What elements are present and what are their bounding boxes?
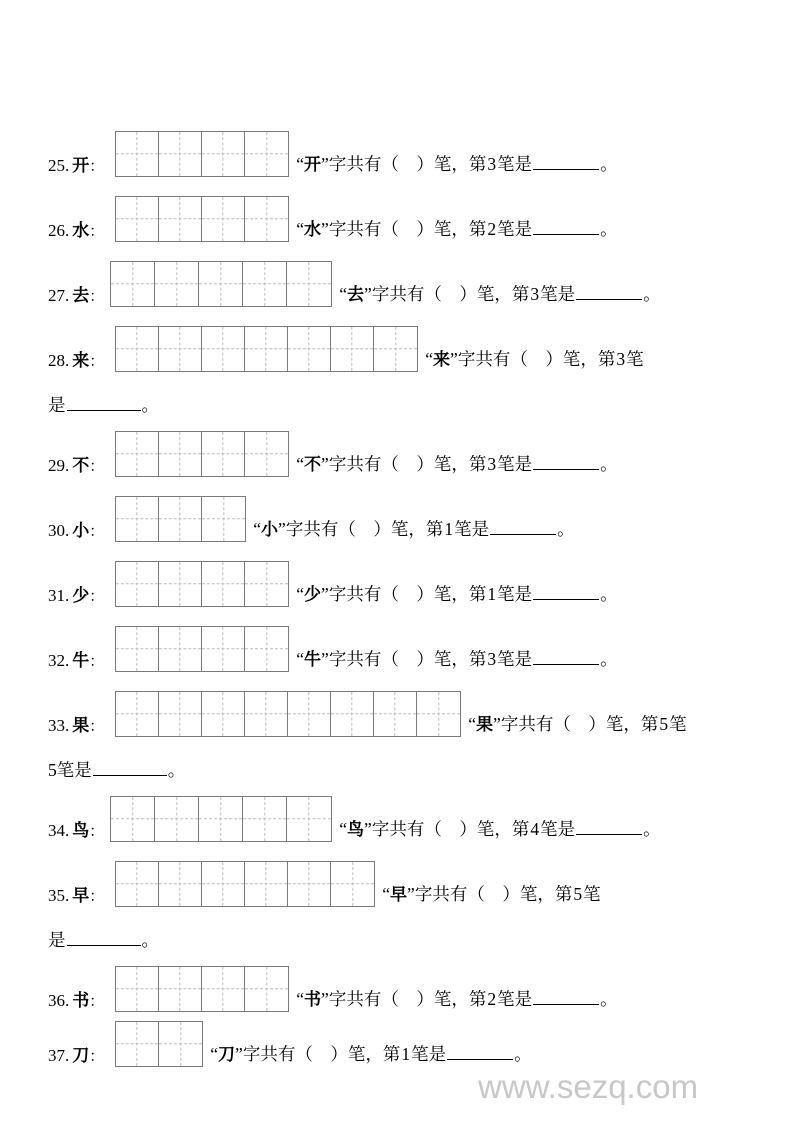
- writing-grid-cell[interactable]: [374, 327, 417, 371]
- bi-word: 笔: [626, 349, 644, 369]
- writing-grid-cell[interactable]: [159, 967, 202, 1011]
- writing-grid-cell[interactable]: [111, 797, 155, 841]
- exercise-row: [48, 131, 778, 177]
- exercise-row-line1: [48, 1021, 778, 1067]
- exercise-colon: ：: [89, 587, 105, 605]
- writing-grid-cell[interactable]: [202, 562, 245, 606]
- writing-grid-cell[interactable]: [245, 967, 288, 1011]
- open-quote: “: [425, 349, 434, 369]
- writing-grid-cell[interactable]: [417, 692, 460, 736]
- stroke-index: 1: [444, 519, 454, 539]
- exercise-character: 刀: [72, 1046, 90, 1066]
- exercise-row: [48, 1021, 778, 1067]
- site-watermark: www.sezq.com: [478, 1068, 699, 1105]
- shi-word: 是: [48, 930, 66, 951]
- open-quote: “: [253, 519, 262, 539]
- stroke-count-phrase: 字共有（ ）笔，第: [371, 819, 530, 839]
- question-sentence: [339, 818, 660, 842]
- exercise-row: [48, 796, 778, 842]
- exercise-colon: ：: [89, 457, 105, 475]
- exercise-character: 牛: [72, 651, 90, 671]
- stroke-index: 3: [616, 349, 626, 369]
- writing-grid-cell[interactable]: [199, 797, 243, 841]
- writing-grid-cell[interactable]: [116, 197, 159, 241]
- period-mark: 。: [167, 760, 186, 781]
- exercise-row-line1: [48, 561, 778, 607]
- writing-grid-cell[interactable]: [245, 692, 288, 736]
- period-mark: 。: [514, 1044, 532, 1064]
- exercise-label: [48, 222, 104, 242]
- exercise-colon: ：: [89, 522, 105, 540]
- stroke-index: 5: [573, 884, 583, 904]
- shi-word: 是: [48, 395, 66, 416]
- writing-grid[interactable]: [115, 431, 289, 477]
- exercise-number: 33.: [48, 716, 70, 735]
- target-character: 少: [304, 585, 322, 605]
- writing-grid-cell[interactable]: [245, 862, 288, 906]
- writing-grid-cell[interactable]: [116, 1022, 159, 1066]
- stroke-count-phrase: 字共有（ ）笔，第: [328, 649, 487, 669]
- stroke-count-phrase: 字共有（ ）笔，第: [242, 1044, 401, 1064]
- exercise-row-line1: [48, 861, 778, 907]
- stroke-index: 3: [487, 454, 497, 474]
- writing-grid[interactable]: [110, 261, 332, 307]
- question-sentence: [296, 583, 617, 607]
- open-quote: “: [296, 454, 305, 474]
- shi-word: 是: [74, 760, 92, 781]
- writing-grid[interactable]: [115, 561, 289, 607]
- period-mark: 。: [141, 395, 159, 416]
- period-mark: 。: [600, 584, 618, 604]
- exercise-colon: ：: [89, 887, 105, 905]
- period-mark: 。: [600, 219, 618, 239]
- stroke-index: 5: [659, 714, 669, 734]
- writing-grid-cell[interactable]: [159, 497, 202, 541]
- close-quote: ”: [235, 1044, 243, 1064]
- writing-grid-cell[interactable]: [245, 562, 288, 606]
- answer-blank[interactable]: [93, 759, 167, 776]
- writing-grid-cell[interactable]: [159, 1022, 202, 1066]
- close-quote: ”: [321, 219, 329, 239]
- period-mark: 。: [643, 284, 661, 304]
- period-mark: 。: [141, 930, 159, 951]
- exercise-number: 25.: [48, 156, 70, 175]
- stroke-index: 3: [487, 649, 497, 669]
- open-quote: “: [339, 284, 348, 304]
- target-character: 来: [433, 350, 451, 370]
- open-quote: “: [382, 884, 391, 904]
- writing-grid[interactable]: [115, 131, 289, 177]
- question-sentence: [296, 153, 617, 177]
- writing-grid-cell[interactable]: [159, 562, 202, 606]
- writing-grid-cell[interactable]: [245, 327, 288, 371]
- exercise-number: 28.: [48, 351, 70, 370]
- writing-grid-cell[interactable]: [159, 432, 202, 476]
- stroke-index: 3: [530, 284, 540, 304]
- exercise-number: 31.: [48, 586, 70, 605]
- writing-grid-cell[interactable]: [202, 327, 245, 371]
- writing-grid-cell[interactable]: [243, 262, 287, 306]
- question-sentence: [296, 988, 617, 1012]
- exercise-label: [48, 287, 104, 307]
- bi-shi-phrase: 笔是: [497, 154, 533, 174]
- exercise-label: [48, 1047, 104, 1067]
- exercise-row: [48, 561, 778, 607]
- answer-blank[interactable]: [576, 283, 642, 300]
- writing-grid-cell[interactable]: [374, 692, 417, 736]
- writing-grid[interactable]: [115, 626, 289, 672]
- exercise-row-line1: [48, 326, 778, 372]
- writing-grid-cell[interactable]: [202, 627, 245, 671]
- question-sentence: [210, 1043, 531, 1067]
- period-mark: 。: [557, 519, 575, 539]
- writing-grid[interactable]: [115, 196, 289, 242]
- close-quote: ”: [364, 819, 372, 839]
- close-quote: ”: [493, 714, 501, 734]
- question-sentence: [296, 453, 617, 477]
- writing-grid[interactable]: [115, 326, 418, 372]
- exercise-number: 26.: [48, 221, 70, 240]
- stroke-count-phrase: 字共有（ ）笔，第: [328, 584, 487, 604]
- bi-shi-phrase: 笔是: [497, 219, 533, 239]
- exercise-label: [48, 652, 104, 672]
- period-mark: 。: [600, 989, 618, 1009]
- target-character: 书: [304, 990, 322, 1010]
- writing-grid[interactable]: [110, 796, 332, 842]
- bi-shi-phrase: 笔是: [497, 989, 533, 1009]
- exercise-character: 来: [72, 351, 90, 371]
- exercise-character: 果: [72, 716, 90, 736]
- answer-blank[interactable]: [490, 518, 556, 535]
- exercise-row: [48, 966, 778, 1012]
- writing-grid-cell[interactable]: [287, 262, 331, 306]
- writing-grid[interactable]: [115, 966, 289, 1012]
- question-sentence-wrap: [48, 929, 778, 950]
- stroke-count-phrase: 字共有（ ）笔，第: [285, 519, 444, 539]
- writing-grid-cell[interactable]: [116, 497, 159, 541]
- writing-grid-cell[interactable]: [116, 862, 159, 906]
- target-character: 鸟: [347, 820, 365, 840]
- exercise-row-line1: [48, 431, 778, 477]
- stroke-index: 4: [530, 819, 540, 839]
- question-sentence: [382, 886, 600, 907]
- question-sentence: [425, 351, 643, 372]
- exercise-label: [48, 522, 104, 542]
- exercise-row: [48, 196, 778, 242]
- open-quote: “: [296, 154, 305, 174]
- open-quote: “: [468, 714, 477, 734]
- writing-grid-cell[interactable]: [202, 967, 245, 1011]
- question-sentence-wrap: [48, 394, 778, 415]
- exercise-number: 37.: [48, 1046, 70, 1065]
- writing-grid-cell[interactable]: [202, 497, 245, 541]
- exercise-character: 小: [72, 521, 90, 541]
- close-quote: ”: [321, 584, 329, 604]
- period-mark: 。: [600, 154, 618, 174]
- period-mark: 。: [600, 454, 618, 474]
- answer-blank[interactable]: [447, 1043, 513, 1060]
- stroke-count-phrase: 字共有（ ）笔，第: [328, 989, 487, 1009]
- question-sentence: [339, 283, 660, 307]
- stroke-index: 3: [487, 154, 497, 174]
- writing-grid-cell[interactable]: [288, 327, 331, 371]
- question-sentence: [296, 218, 617, 242]
- target-character: 不: [304, 455, 322, 475]
- exercise-character: 水: [72, 221, 90, 241]
- answer-blank[interactable]: [67, 929, 141, 946]
- bi-shi-phrase: 笔是: [540, 284, 576, 304]
- writing-grid-cell[interactable]: [288, 862, 331, 906]
- exercise-character: 早: [72, 886, 90, 906]
- exercise-label: [48, 352, 104, 372]
- answer-blank[interactable]: [576, 818, 642, 835]
- exercise-row: [48, 861, 778, 950]
- open-quote: “: [210, 1044, 219, 1064]
- answer-blank[interactable]: [533, 453, 599, 470]
- writing-grid-cell[interactable]: [202, 692, 245, 736]
- close-quote: ”: [364, 284, 372, 304]
- writing-grid-cell[interactable]: [155, 262, 199, 306]
- writing-grid-cell[interactable]: [331, 862, 374, 906]
- exercise-colon: ：: [89, 157, 105, 175]
- writing-grid-cell[interactable]: [159, 197, 202, 241]
- stroke-count-phrase: 字共有（ ）笔，第: [328, 454, 487, 474]
- open-quote: “: [296, 219, 305, 239]
- close-quote: ”: [321, 454, 329, 474]
- question-sentence: [253, 518, 574, 542]
- exercise-row: [48, 261, 778, 307]
- writing-grid-cell[interactable]: [159, 327, 202, 371]
- writing-grid-cell[interactable]: [287, 797, 331, 841]
- answer-blank[interactable]: [533, 583, 599, 600]
- writing-grid-cell[interactable]: [245, 432, 288, 476]
- bi-word-wrap: 笔: [56, 760, 75, 781]
- exercise-number: 35.: [48, 886, 70, 905]
- open-quote: “: [296, 649, 305, 669]
- exercise-row-line1: [48, 196, 778, 242]
- target-character: 刀: [218, 1045, 236, 1065]
- question-sentence: [296, 648, 617, 672]
- open-quote: “: [296, 584, 305, 604]
- answer-blank[interactable]: [67, 394, 141, 411]
- exercise-character: 开: [72, 156, 90, 176]
- exercise-row-line1: [48, 131, 778, 177]
- writing-grid-cell[interactable]: [159, 692, 202, 736]
- exercise-number: 29.: [48, 456, 70, 475]
- period-mark: 。: [643, 819, 661, 839]
- exercise-row-line1: [48, 691, 778, 737]
- exercise-character: 鸟: [72, 821, 90, 841]
- period-mark: 。: [600, 649, 618, 669]
- target-character: 水: [304, 220, 322, 240]
- bi-shi-phrase: 笔是: [454, 519, 490, 539]
- bi-shi-phrase: 笔是: [497, 649, 533, 669]
- exercise-character: 去: [72, 286, 90, 306]
- answer-blank[interactable]: [533, 153, 599, 170]
- writing-grid-cell[interactable]: [159, 862, 202, 906]
- exercise-label: [48, 992, 104, 1012]
- close-quote: ”: [321, 649, 329, 669]
- stroke-count-phrase: 字共有（ ）笔，第: [328, 219, 487, 239]
- exercise-colon: ：: [89, 1047, 105, 1065]
- stroke-index: 2: [487, 989, 497, 1009]
- close-quote: ”: [450, 349, 458, 369]
- writing-grid-cell[interactable]: [116, 627, 159, 671]
- target-character: 去: [347, 285, 365, 305]
- exercise-colon: ：: [89, 222, 105, 240]
- exercise-colon: ：: [89, 352, 105, 370]
- answer-blank[interactable]: [533, 218, 599, 235]
- exercise-colon: ：: [89, 287, 105, 305]
- exercise-row: [48, 326, 778, 415]
- bi-shi-phrase: 笔是: [497, 454, 533, 474]
- writing-grid-cell[interactable]: [245, 132, 288, 176]
- writing-grid[interactable]: [115, 496, 246, 542]
- stroke-index: 2: [487, 219, 497, 239]
- exercise-colon: ：: [89, 992, 105, 1010]
- writing-grid[interactable]: [115, 861, 375, 907]
- open-quote: “: [296, 989, 305, 1009]
- stroke-count-phrase: 字共有（ ）笔，第: [500, 714, 659, 734]
- writing-grid-cell[interactable]: [159, 132, 202, 176]
- writing-grid-cell[interactable]: [116, 692, 159, 736]
- target-character: 果: [476, 715, 494, 735]
- writing-grid-cell[interactable]: [159, 627, 202, 671]
- exercise-number: 36.: [48, 991, 70, 1010]
- writing-grid-cell[interactable]: [331, 327, 374, 371]
- close-quote: ”: [407, 884, 415, 904]
- writing-grid-cell[interactable]: [116, 967, 159, 1011]
- bi-shi-phrase: 笔是: [497, 584, 533, 604]
- writing-grid-cell[interactable]: [202, 132, 245, 176]
- exercise-label: [48, 822, 104, 842]
- stroke-index: 1: [487, 584, 497, 604]
- writing-grid-cell[interactable]: [243, 797, 287, 841]
- exercise-label: [48, 457, 104, 477]
- target-character: 小: [261, 520, 279, 540]
- stroke-count-phrase: 字共有（ ）笔，第: [328, 154, 487, 174]
- exercise-row-line1: [48, 966, 778, 1012]
- bi-word: 笔: [583, 884, 601, 904]
- exercise-label: [48, 887, 104, 907]
- exercise-number: 30.: [48, 521, 70, 540]
- exercise-label: [48, 157, 104, 177]
- stroke-count-phrase: 字共有（ ）笔，第: [457, 349, 616, 369]
- exercise-row: [48, 626, 778, 672]
- exercise-character: 书: [72, 991, 90, 1011]
- stroke-index-wrap: 5: [48, 760, 57, 781]
- writing-grid-cell[interactable]: [116, 562, 159, 606]
- bi-shi-phrase: 笔是: [540, 819, 576, 839]
- exercise-row: [48, 431, 778, 477]
- target-character: 早: [390, 885, 408, 905]
- exercise-row-line1: [48, 796, 778, 842]
- writing-grid[interactable]: [115, 691, 461, 737]
- stroke-count-phrase: 字共有（ ）笔，第: [371, 284, 530, 304]
- exercise-number: 27.: [48, 286, 70, 305]
- writing-grid-cell[interactable]: [111, 262, 155, 306]
- exercise-number: 32.: [48, 651, 70, 670]
- answer-blank[interactable]: [533, 648, 599, 665]
- close-quote: ”: [278, 519, 286, 539]
- exercise-row-line1: [48, 496, 778, 542]
- writing-grid-cell[interactable]: [155, 797, 199, 841]
- writing-grid-cell[interactable]: [202, 862, 245, 906]
- bi-shi-phrase: 笔是: [411, 1044, 447, 1064]
- exercise-number: 34.: [48, 821, 70, 840]
- answer-blank[interactable]: [533, 988, 599, 1005]
- target-character: 牛: [304, 650, 322, 670]
- close-quote: ”: [321, 989, 329, 1009]
- close-quote: ”: [321, 154, 329, 174]
- writing-grid-cell[interactable]: [331, 692, 374, 736]
- stroke-count-phrase: 字共有（ ）笔，第: [414, 884, 573, 904]
- bi-word: 笔: [669, 714, 687, 734]
- exercise-label: [48, 717, 104, 737]
- writing-grid[interactable]: [115, 1021, 203, 1067]
- writing-grid-cell[interactable]: [245, 197, 288, 241]
- stroke-index: 1: [401, 1044, 411, 1064]
- writing-grid-cell[interactable]: [245, 627, 288, 671]
- writing-grid-cell[interactable]: [116, 327, 159, 371]
- exercise-colon: ：: [89, 717, 105, 735]
- exercise-colon: ：: [89, 652, 105, 670]
- target-character: 开: [304, 155, 322, 175]
- exercise-character: 不: [72, 456, 90, 476]
- exercise-character: 少: [72, 586, 90, 606]
- question-sentence: [468, 716, 686, 737]
- writing-grid-cell[interactable]: [202, 432, 245, 476]
- exercise-row-line1: [48, 626, 778, 672]
- writing-grid-cell[interactable]: [199, 262, 243, 306]
- writing-grid-cell[interactable]: [116, 432, 159, 476]
- exercise-colon: ：: [89, 822, 105, 840]
- exercise-row-line1: [48, 261, 778, 307]
- exercise-label: [48, 587, 104, 607]
- writing-grid-cell[interactable]: [116, 132, 159, 176]
- question-sentence-wrap: [48, 759, 778, 780]
- writing-grid-cell[interactable]: [288, 692, 331, 736]
- exercise-row: [48, 691, 778, 780]
- exercise-row: [48, 496, 778, 542]
- open-quote: “: [339, 819, 348, 839]
- writing-grid-cell[interactable]: [202, 197, 245, 241]
